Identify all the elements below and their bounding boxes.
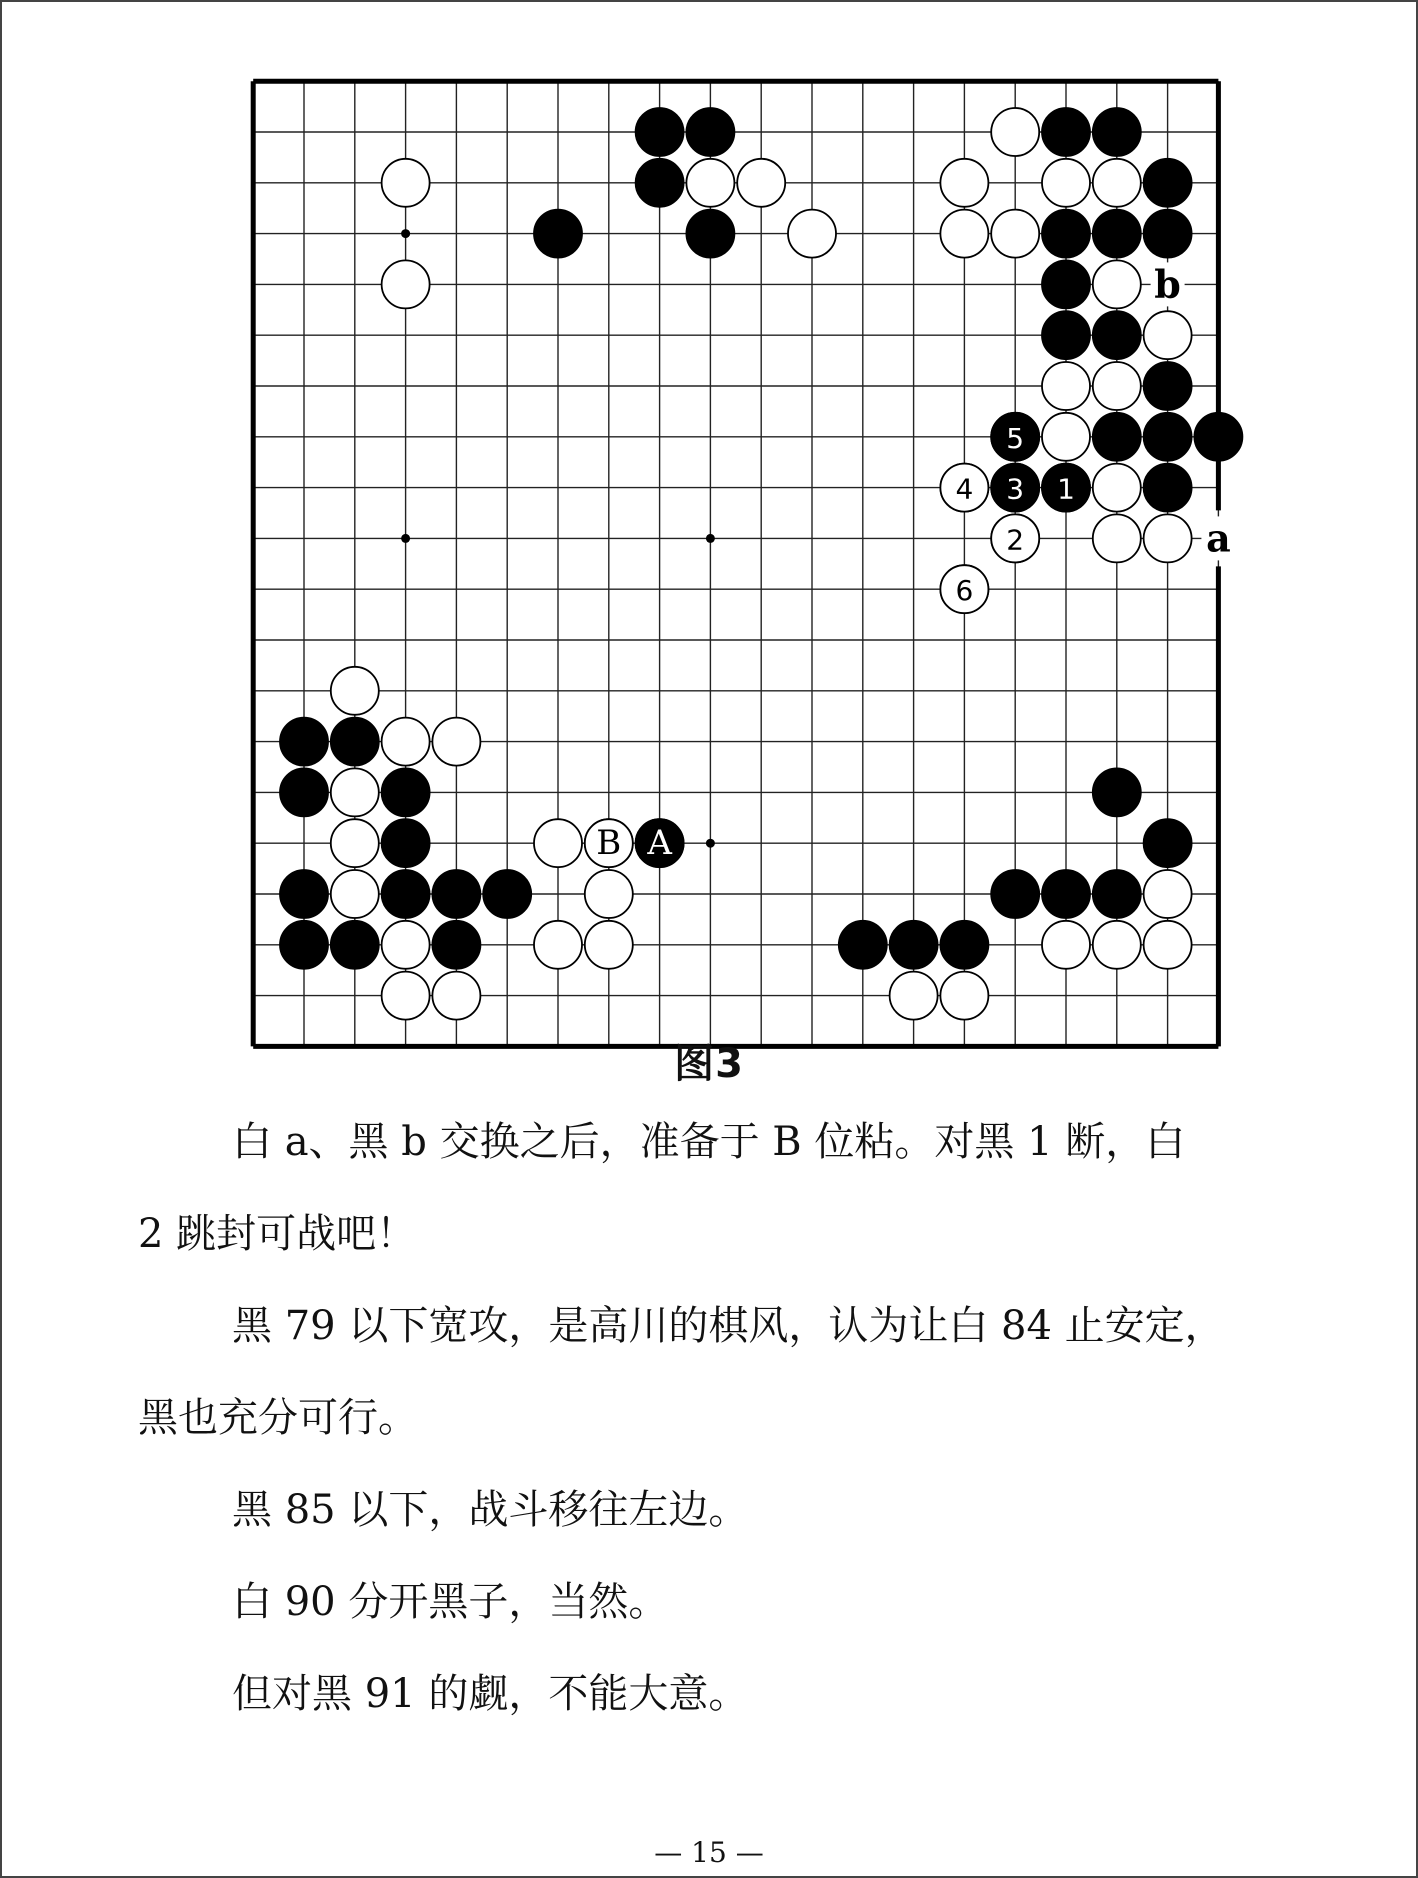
black-stone xyxy=(280,768,328,816)
white-stone xyxy=(1093,362,1141,410)
white-stone xyxy=(1093,514,1141,562)
white-stone xyxy=(1144,514,1192,562)
page-number: — 15 — xyxy=(654,1836,764,1869)
white-stone xyxy=(331,819,379,867)
white-stone xyxy=(382,972,430,1020)
white-stone xyxy=(382,718,430,766)
white-stone xyxy=(1093,464,1141,512)
black-stone xyxy=(1144,819,1192,867)
white-stone xyxy=(534,921,582,969)
black-stone xyxy=(940,921,988,969)
black-stone xyxy=(280,921,328,969)
black-stone xyxy=(382,768,430,816)
white-stone xyxy=(432,718,480,766)
stone-label-4: 4 xyxy=(955,472,974,506)
star-point xyxy=(401,534,410,543)
stone-label-6: 6 xyxy=(955,574,974,608)
white-stone xyxy=(382,159,430,207)
black-stone xyxy=(839,921,887,969)
figure-caption: 图3 xyxy=(674,1041,744,1087)
white-stone xyxy=(991,108,1039,156)
black-stone xyxy=(1093,311,1141,359)
black-stone xyxy=(991,870,1039,918)
white-stone xyxy=(1144,870,1192,918)
white-stone xyxy=(1144,921,1192,969)
black-stone xyxy=(1144,159,1192,207)
white-stone xyxy=(331,667,379,715)
black-stone xyxy=(1093,870,1141,918)
white-stone xyxy=(585,870,633,918)
black-stone xyxy=(1144,210,1192,258)
white-stone xyxy=(1042,362,1090,410)
black-stone xyxy=(1144,362,1192,410)
black-stone xyxy=(331,921,379,969)
stone-label-2: 2 xyxy=(1006,523,1025,557)
black-stone xyxy=(382,870,430,918)
black-stone xyxy=(1093,413,1141,461)
black-stone xyxy=(686,210,734,258)
paragraph-2-line-2: 黑也充分可行。 xyxy=(138,1395,418,1441)
black-stone xyxy=(636,159,684,207)
point-label-a: a xyxy=(1206,515,1231,561)
white-stone xyxy=(1042,159,1090,207)
black-stone xyxy=(1093,768,1141,816)
black-stone xyxy=(1042,870,1090,918)
white-stone xyxy=(1093,159,1141,207)
white-stone xyxy=(1144,311,1192,359)
paragraph-1-line-1: 白 a、黑 b 交换之后，准备于 B 位粘。对黑 1 断，白 xyxy=(232,1119,1186,1165)
white-stone xyxy=(940,972,988,1020)
black-stone xyxy=(1042,260,1090,308)
paragraph-2-line-1: 黑 79 以下宽攻，是高川的棋风，认为让白 84 止安定， xyxy=(232,1303,1225,1349)
paragraph-3: 黑 85 以下，战斗移往左边。 xyxy=(232,1487,749,1533)
black-stone xyxy=(890,921,938,969)
black-stone xyxy=(331,718,379,766)
black-stone xyxy=(1042,108,1090,156)
white-stone xyxy=(1093,260,1141,308)
white-stone xyxy=(890,972,938,1020)
black-stone xyxy=(1194,413,1242,461)
black-stone xyxy=(280,718,328,766)
white-stone xyxy=(1093,921,1141,969)
star-point xyxy=(706,534,715,543)
black-stone xyxy=(1093,108,1141,156)
star-point xyxy=(706,839,715,848)
black-stone xyxy=(382,819,430,867)
white-stone xyxy=(432,972,480,1020)
black-stone xyxy=(280,870,328,918)
go-board-diagram xyxy=(240,70,1231,1010)
white-stone xyxy=(788,210,836,258)
stone-label-A: A xyxy=(647,823,672,864)
stone-label-B: B xyxy=(596,823,622,864)
black-stone xyxy=(483,870,531,918)
paragraph-5: 但对黑 91 的觑，不能大意。 xyxy=(232,1671,749,1717)
black-stone xyxy=(686,108,734,156)
white-stone xyxy=(737,159,785,207)
black-stone xyxy=(1042,210,1090,258)
black-stone xyxy=(1093,210,1141,258)
white-stone xyxy=(1042,413,1090,461)
white-stone xyxy=(991,210,1039,258)
point-label-b: b xyxy=(1154,261,1181,307)
paragraph-1-line-2: 2 跳封可战吧！ xyxy=(138,1211,417,1257)
white-stone xyxy=(940,210,988,258)
star-point xyxy=(401,229,410,238)
black-stone xyxy=(432,921,480,969)
white-stone xyxy=(1042,921,1090,969)
white-stone xyxy=(382,921,430,969)
black-stone xyxy=(534,210,582,258)
black-stone xyxy=(432,870,480,918)
white-stone xyxy=(940,159,988,207)
stone-label-3: 3 xyxy=(1006,472,1025,506)
white-stone xyxy=(331,870,379,918)
stone-label-5: 5 xyxy=(1006,421,1025,455)
black-stone xyxy=(1042,311,1090,359)
white-stone xyxy=(331,768,379,816)
white-stone xyxy=(585,921,633,969)
white-stone xyxy=(534,819,582,867)
black-stone xyxy=(1144,464,1192,512)
stone-label-1: 1 xyxy=(1057,472,1075,506)
black-stone xyxy=(636,108,684,156)
white-stone xyxy=(686,159,734,207)
white-stone xyxy=(382,260,430,308)
black-stone xyxy=(1144,413,1192,461)
paragraph-4: 白 90 分开黑子，当然。 xyxy=(232,1579,669,1625)
